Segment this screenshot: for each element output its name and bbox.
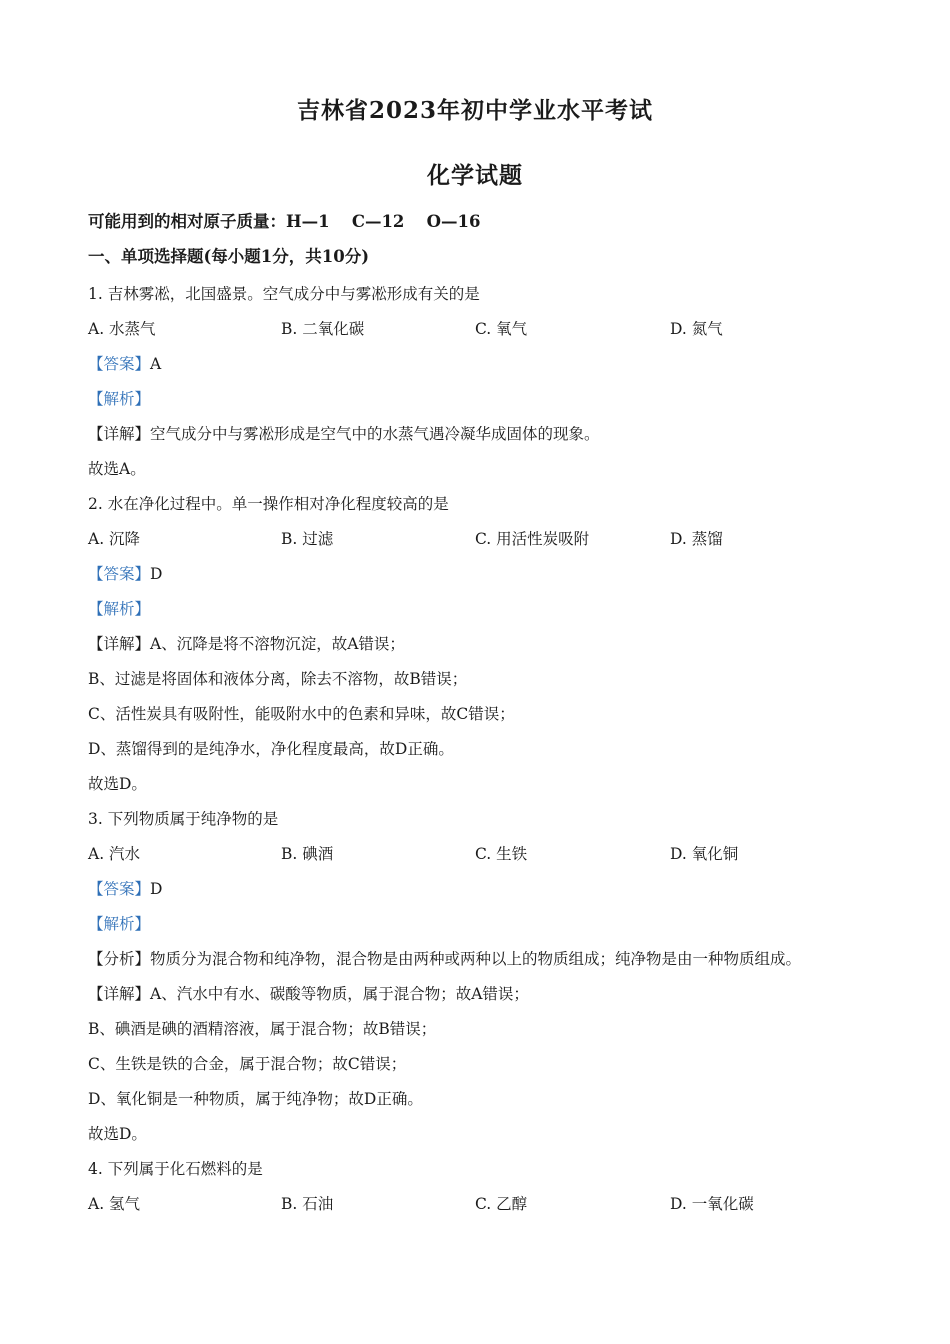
answer-label: 【答案】 [88, 355, 151, 373]
answer-label: 【答案】 [88, 880, 151, 898]
answer-label: 【答案】 [88, 565, 151, 583]
detail-label: 【详解】 [88, 425, 151, 443]
question-4-stem: 4. 下列属于化石燃料的是 [88, 1160, 263, 1178]
q3-option-c: C. 生铁 [475, 845, 528, 863]
q2-detail-d: D、蒸馏得到的是纯净水，净化程度最高，故D正确。 [88, 740, 454, 758]
q4-option-d: D. 一氧化碳 [670, 1195, 754, 1213]
question-3-stem: 3. 下列物质属于纯净物的是 [88, 810, 279, 828]
q2-option-c: C. 用活性炭吸附 [475, 530, 590, 548]
q2-conclusion: 故选D。 [88, 775, 147, 793]
page-title: 吉林省2023年初中学业水平考试 [296, 97, 653, 124]
q1-conclusion: 故选A。 [88, 460, 146, 478]
q2-detail-b: B、过滤是将固体和液体分离，除去不溶物，故B错误； [88, 670, 468, 688]
detail-text: 空气成分中与雾凇形成是空气中的水蒸气遇冷凝华成固体的现象。 [150, 425, 600, 443]
q4-option-b: B. 石油 [281, 1195, 334, 1213]
q1-answer [88, 354, 161, 374]
answer-value: A [150, 355, 162, 373]
section-heading: 一、单项选择题(每小题1分，共10分) [88, 247, 370, 266]
q3-detail-b: B、碘酒是碘的酒精溶液，属于混合物；故B错误； [88, 1020, 437, 1038]
q3-analysis-label: 【解析】 [88, 915, 151, 933]
fenxi-text: 物质分为混合物和纯净物，混合物是由两种或两种以上的物质组成；纯净物是由一种物质组成。 [150, 950, 802, 968]
q3-answer [88, 879, 162, 899]
q3-detail-c: C、生铁是铁的合金，属于混合物；故C错误； [88, 1055, 407, 1073]
q2-option-d: D. 蒸馏 [670, 530, 723, 548]
detail-text: A、汽水中有水、碳酸等物质，属于混合物；故A错误； [150, 985, 529, 1003]
q2-option-a: A. 沉降 [88, 530, 141, 548]
page-subtitle: 化学试题 [427, 162, 523, 189]
question-1-stem: 1. 吉林雾凇，北国盛景。空气成分中与雾凇形成有关的是 [88, 285, 480, 303]
q1-analysis-label: 【解析】 [88, 390, 151, 408]
q1-option-d: D. 氮气 [670, 320, 723, 338]
q1-option-c: C. 氧气 [475, 320, 528, 338]
detail-label: 【详解】 [88, 985, 151, 1003]
detail-label: 【详解】 [88, 635, 151, 653]
q3-conclusion: 故选D。 [88, 1125, 147, 1143]
q1-option-a: A. 水蒸气 [88, 320, 156, 338]
q2-detail-c: C、活性炭具有吸附性，能吸附水中的色素和异味，故C错误； [88, 705, 515, 723]
q2-option-b: B. 过滤 [281, 530, 334, 548]
detail-text: A、沉降是将不溶物沉淀，故A错误； [150, 635, 405, 653]
q3-option-a: A. 汽水 [88, 845, 141, 863]
question-2-stem: 2. 水在净化过程中。单一操作相对净化程度较高的是 [88, 495, 449, 513]
q3-option-b: B. 碘酒 [281, 845, 334, 863]
atomic-mass-note: 可能用到的相对原子质量：H—1 C—12 O—16 [88, 212, 481, 231]
q2-answer [88, 564, 162, 584]
q1-option-b: B. 二氧化碳 [281, 320, 365, 338]
q3-fenxi [88, 949, 801, 969]
q3-detail [88, 984, 529, 1004]
answer-value: D [150, 565, 163, 583]
q1-detail [88, 424, 600, 444]
q2-analysis-label: 【解析】 [88, 600, 151, 618]
q3-option-d: D. 氧化铜 [670, 845, 739, 863]
answer-value: D [150, 880, 163, 898]
q3-detail-d: D、氧化铜是一种物质，属于纯净物；故D正确。 [88, 1090, 423, 1108]
q2-detail [88, 634, 405, 654]
q4-option-c: C. 乙醇 [475, 1195, 528, 1213]
fenxi-label: 【分析】 [88, 950, 151, 968]
q4-option-a: A. 氢气 [88, 1195, 141, 1213]
